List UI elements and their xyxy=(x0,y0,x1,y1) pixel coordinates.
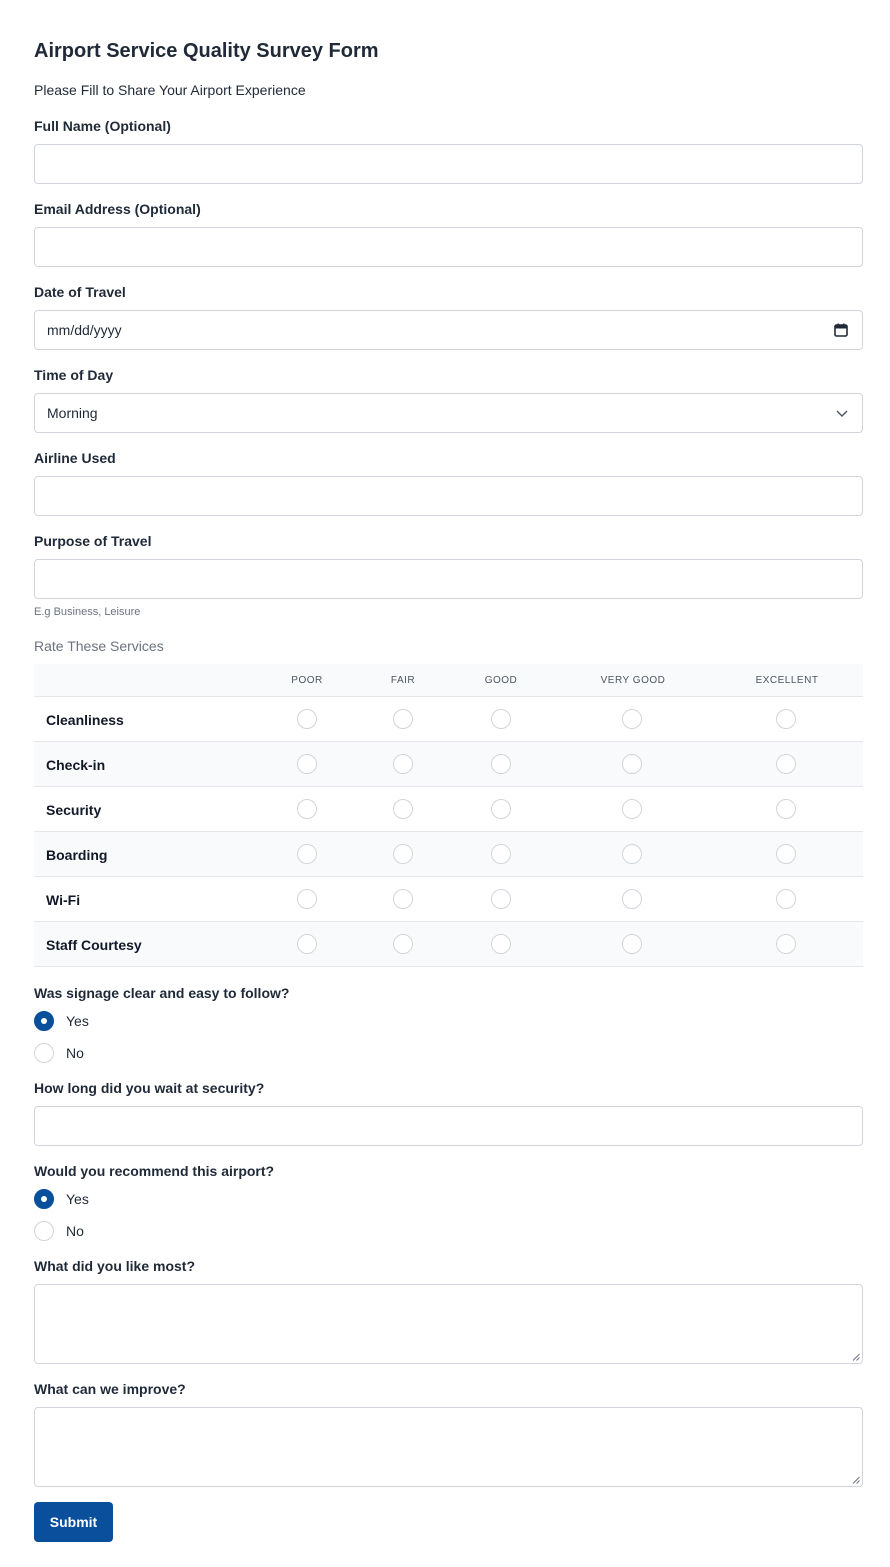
recommend-option-label: No xyxy=(66,1223,84,1239)
full-name-label: Full Name (Optional) xyxy=(34,118,171,134)
rating-radio-poor[interactable] xyxy=(297,889,317,909)
rating-radio-fair[interactable] xyxy=(393,709,413,729)
date-placeholder: mm/dd/yyyy xyxy=(47,322,122,338)
rating-radio-excellent[interactable] xyxy=(776,709,796,729)
signage-radio-yes[interactable] xyxy=(34,1011,54,1031)
rating-radio-poor[interactable] xyxy=(297,709,317,729)
date-label: Date of Travel xyxy=(34,284,126,300)
date-input[interactable] xyxy=(34,310,863,350)
email-input[interactable] xyxy=(34,227,863,267)
rating-row-boarding xyxy=(34,832,863,877)
rating-radio-very-good[interactable] xyxy=(622,799,642,819)
rating-radio-good[interactable] xyxy=(491,709,511,729)
purpose-input[interactable] xyxy=(34,559,863,599)
rating-radio-very-good[interactable] xyxy=(622,934,642,954)
rating-radio-fair[interactable] xyxy=(393,754,413,774)
rating-row-cleanliness xyxy=(34,697,863,742)
rating-col-fair: FAIR xyxy=(390,675,416,686)
rating-row-label: Staff Courtesy xyxy=(46,937,142,953)
rating-section-title: Rate These Services xyxy=(34,638,164,654)
rating-radio-poor[interactable] xyxy=(297,844,317,864)
resize-handle-icon[interactable] xyxy=(852,1353,860,1361)
rating-radio-poor[interactable] xyxy=(297,799,317,819)
liked-most-label: What did you like most? xyxy=(34,1258,196,1274)
rating-col-excellent: EXCELLENT xyxy=(755,675,819,686)
page-subtitle: Please Fill to Share Your Airport Experience xyxy=(34,82,306,98)
purpose-help-text: E.g Business, Leisure xyxy=(34,606,141,618)
rating-row-staff-courtesy xyxy=(34,922,863,967)
rating-radio-excellent[interactable] xyxy=(776,754,796,774)
rating-row-security xyxy=(34,787,863,832)
recommend-radio-yes[interactable] xyxy=(34,1189,54,1209)
chevron-down-icon xyxy=(836,408,848,418)
signage-radio-no[interactable] xyxy=(34,1043,54,1063)
rating-radio-fair[interactable] xyxy=(393,889,413,909)
page-title: Airport Service Quality Survey Form xyxy=(34,40,379,62)
rating-radio-good[interactable] xyxy=(491,754,511,774)
rating-radio-fair[interactable] xyxy=(393,934,413,954)
rating-row-label: Cleanliness xyxy=(46,712,124,728)
rating-radio-very-good[interactable] xyxy=(622,709,642,729)
rating-row-label: Security xyxy=(46,802,102,818)
signage-option-label: No xyxy=(66,1045,84,1061)
improve-textarea[interactable] xyxy=(34,1407,863,1487)
rating-radio-excellent[interactable] xyxy=(776,889,796,909)
recommend-option-label: Yes xyxy=(66,1191,89,1207)
rating-radio-good[interactable] xyxy=(491,799,511,819)
rating-table xyxy=(34,664,863,967)
rating-col-poor: POOR xyxy=(291,675,323,686)
security-wait-label: How long did you wait at security? xyxy=(34,1080,265,1096)
signage-question: Was signage clear and easy to follow? xyxy=(34,985,290,1001)
liked-most-textarea[interactable] xyxy=(34,1284,863,1364)
rating-radio-very-good[interactable] xyxy=(622,844,642,864)
rating-row-check-in xyxy=(34,742,863,787)
rating-col-good: GOOD xyxy=(484,675,518,686)
rating-radio-excellent[interactable] xyxy=(776,799,796,819)
calendar-icon[interactable] xyxy=(834,323,848,337)
rating-radio-poor[interactable] xyxy=(297,934,317,954)
airline-input[interactable] xyxy=(34,476,863,516)
rating-row-label: Boarding xyxy=(46,847,108,863)
rating-radio-good[interactable] xyxy=(491,844,511,864)
time-of-day-value: Morning xyxy=(47,405,98,421)
rating-header-row xyxy=(34,664,863,697)
signage-option-label: Yes xyxy=(66,1013,89,1029)
airline-label: Airline Used xyxy=(34,450,116,466)
rating-radio-excellent[interactable] xyxy=(776,934,796,954)
time-of-day-label: Time of Day xyxy=(34,367,114,383)
rating-radio-poor[interactable] xyxy=(297,754,317,774)
rating-radio-very-good[interactable] xyxy=(622,754,642,774)
rating-radio-fair[interactable] xyxy=(393,799,413,819)
submit-button[interactable]: Submit xyxy=(34,1502,113,1542)
time-of-day-select[interactable] xyxy=(34,393,863,433)
rating-radio-very-good[interactable] xyxy=(622,889,642,909)
full-name-input[interactable] xyxy=(34,144,863,184)
resize-handle-icon[interactable] xyxy=(852,1476,860,1484)
rating-row-label: Wi-Fi xyxy=(46,892,81,908)
rating-radio-fair[interactable] xyxy=(393,844,413,864)
rating-row-label: Check-in xyxy=(46,757,106,773)
rating-col-very-good: VERY GOOD xyxy=(600,675,666,686)
rating-row-wifi xyxy=(34,877,863,922)
security-wait-input[interactable] xyxy=(34,1106,863,1146)
purpose-label: Purpose of Travel xyxy=(34,533,152,549)
improve-label: What can we improve? xyxy=(34,1381,186,1397)
email-label: Email Address (Optional) xyxy=(34,201,201,217)
rating-radio-excellent[interactable] xyxy=(776,844,796,864)
rating-radio-good[interactable] xyxy=(491,889,511,909)
recommend-radio-no[interactable] xyxy=(34,1221,54,1241)
rating-radio-good[interactable] xyxy=(491,934,511,954)
recommend-question: Would you recommend this airport? xyxy=(34,1163,275,1179)
